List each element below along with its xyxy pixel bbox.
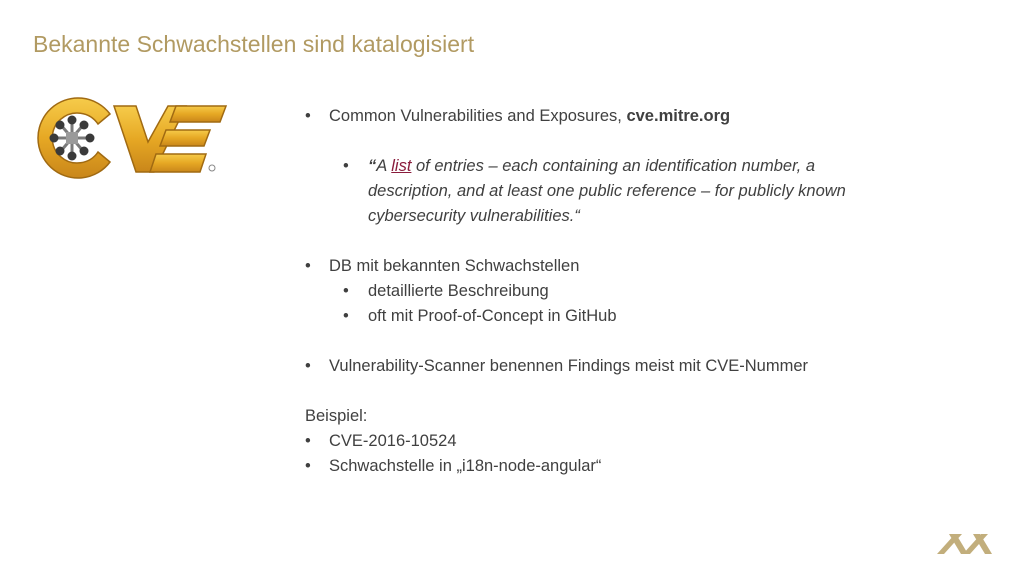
list-link[interactable]: list xyxy=(391,157,412,175)
bullet-db-sub-2 xyxy=(305,304,965,329)
slide-title: Bekannte Schwachstellen sind katalogisiert xyxy=(33,31,475,57)
quote-line-3: cybersecurity vulnerabilities.“ xyxy=(368,207,580,225)
cve-logo xyxy=(36,92,232,184)
cve-url: cve.mitre.org xyxy=(626,107,731,125)
bullet-marker: • xyxy=(343,307,349,325)
bullet-marker: • xyxy=(305,457,311,475)
bullet-scanner xyxy=(305,354,965,379)
slide-body xyxy=(305,104,965,479)
scanner-text: Vulnerability-Scanner benennen Findings meist mit CVE-Nummer xyxy=(329,357,809,375)
bullet-marker: • xyxy=(305,432,311,450)
bullet-marker: • xyxy=(343,157,349,175)
db-text: DB mit bekannten Schwachstellen xyxy=(329,257,580,275)
bullet-cve xyxy=(305,104,965,129)
bullet-marker: • xyxy=(305,107,311,125)
bullet-marker: • xyxy=(305,357,311,375)
bullet-quote xyxy=(305,154,965,229)
example-1-text: CVE-2016-10524 xyxy=(329,432,457,450)
example-label: Beispiel: xyxy=(305,407,368,425)
bullet-marker: • xyxy=(343,282,349,300)
example-2-text: Schwachstelle in „i18n-node-angular“ xyxy=(329,457,602,475)
bullet-example-1 xyxy=(305,429,965,454)
quote-rest-1: of entries – each containing an identification number, a xyxy=(411,157,816,175)
bullet-db xyxy=(305,254,965,279)
quote-line-2: description, and at least one public reference – for publicly known xyxy=(368,182,846,200)
brand-mark-icon xyxy=(935,532,993,556)
quote-a: A xyxy=(376,157,392,175)
db-sub-1-text: detaillierte Beschreibung xyxy=(368,282,549,300)
quote-open: “ xyxy=(368,157,377,175)
db-sub-2-text: oft mit Proof-of-Concept in GitHub xyxy=(368,307,617,325)
cve-text: Common Vulnerabilities and Exposures, xyxy=(329,107,627,125)
bullet-example-2 xyxy=(305,454,965,479)
bullet-marker: • xyxy=(305,257,311,275)
bullet-db-sub-1 xyxy=(305,279,965,304)
